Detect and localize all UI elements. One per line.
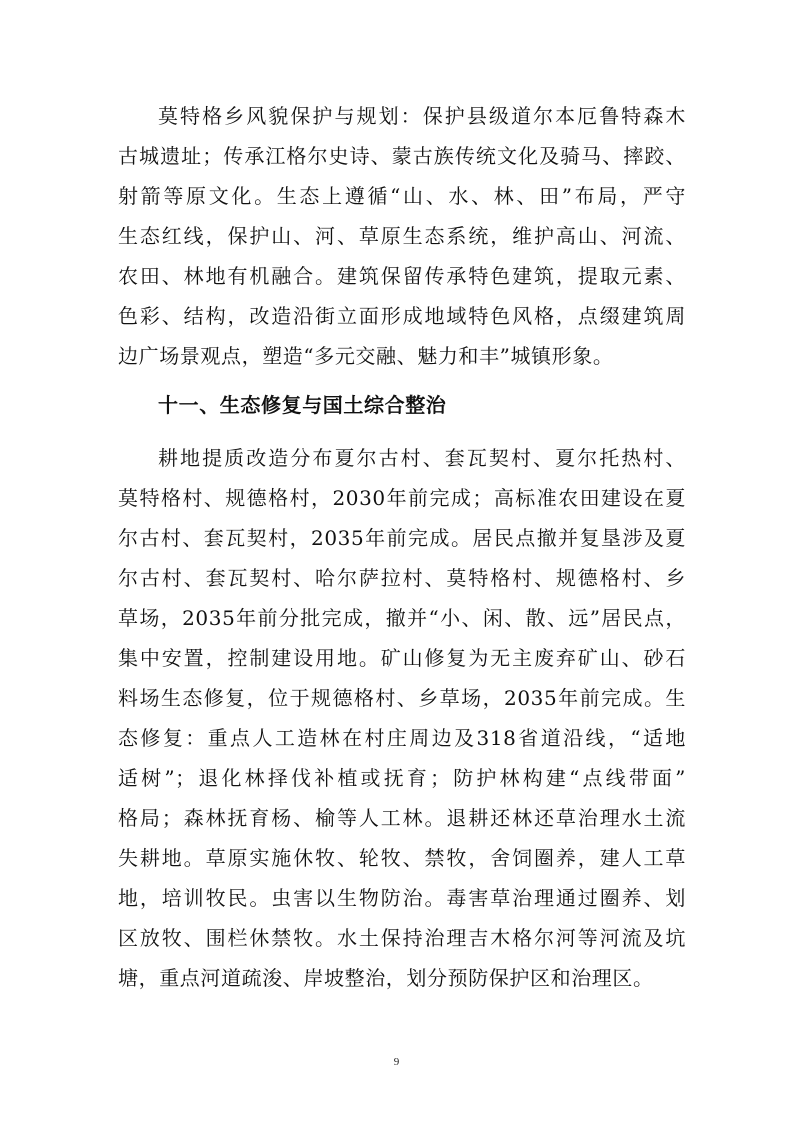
paragraph-township-landscape [118,96,686,376]
text-line: 态修复：重点人工造林在村庄周边及318省道沿线，“适地 [118,726,686,750]
text-line: 失耕地。草原实施休牧、轮牧、禁牧，舍饲圈养，建人工草 [118,846,686,870]
text-line: 生态红线，保护山、河、草原生态系统，维护高山、河流、 [118,224,686,248]
text-line: 边广场景观点，塑造“多元交融、魅力和丰”城镇形象。 [118,344,614,368]
paragraph-ecological-restoration [118,438,686,998]
text-line: 尔古村、套瓦契村、哈尔萨拉村、莫特格村、规德格村、乡 [118,566,686,590]
text-line: 料场生态修复，位于规德格村、乡草场，2035年前完成。生 [118,686,686,710]
text-line: 耕地提质改造分布夏尔古村、套瓦契村、夏尔托热村、 [158,446,686,470]
text-line: 集中安置，控制建设用地。矿山修复为无主废弃矿山、砂石 [118,646,686,670]
text-line: 塘，重点河道疏浚、岸坡整治，划分预防保护区和治理区。 [118,966,654,990]
text-line: 莫特格村、规德格村，2030年前完成；高标准农田建设在夏 [118,486,686,510]
text-line: 草场，2035年前分批完成，撤并“小、闲、散、远”居民点， [118,606,686,630]
text-line: 区放牧、围栏休禁牧。水土保持治理吉木格尔河等河流及坑 [118,926,686,950]
document-body [118,96,686,998]
text-line: 适树”；退化林择伐补植或抚育；防护林构建“点线带面” [118,766,686,790]
text-line: 射箭等原文化。生态上遵循“山、水、林、田”布局，严守 [118,184,686,208]
text-line: 古城遗址；传承江格尔史诗、蒙古族传统文化及骑马、摔跤、 [118,144,686,168]
section-heading: 十一、生态修复与国土综合整治 [158,393,447,417]
text-line: 农田、林地有机融合。建筑保留传承特色建筑，提取元素、 [118,264,686,288]
page-number: 9 [393,1056,400,1068]
text-line: 色彩、结构，改造沿街立面形成地域特色风格，点缀建筑周 [118,304,686,328]
text-line: 尔古村、套瓦契村，2035年前完成。居民点撤并复垦涉及夏 [118,526,686,550]
text-line: 莫特格乡风貌保护与规划：保护县级道尔本厄鲁特森木 [158,104,686,128]
text-line: 格局；森林抚育杨、榆等人工林。退耕还林还草治理水土流 [118,806,686,830]
text-line: 地，培训牧民。虫害以生物防治。毒害草治理通过圈养、划 [118,886,686,910]
